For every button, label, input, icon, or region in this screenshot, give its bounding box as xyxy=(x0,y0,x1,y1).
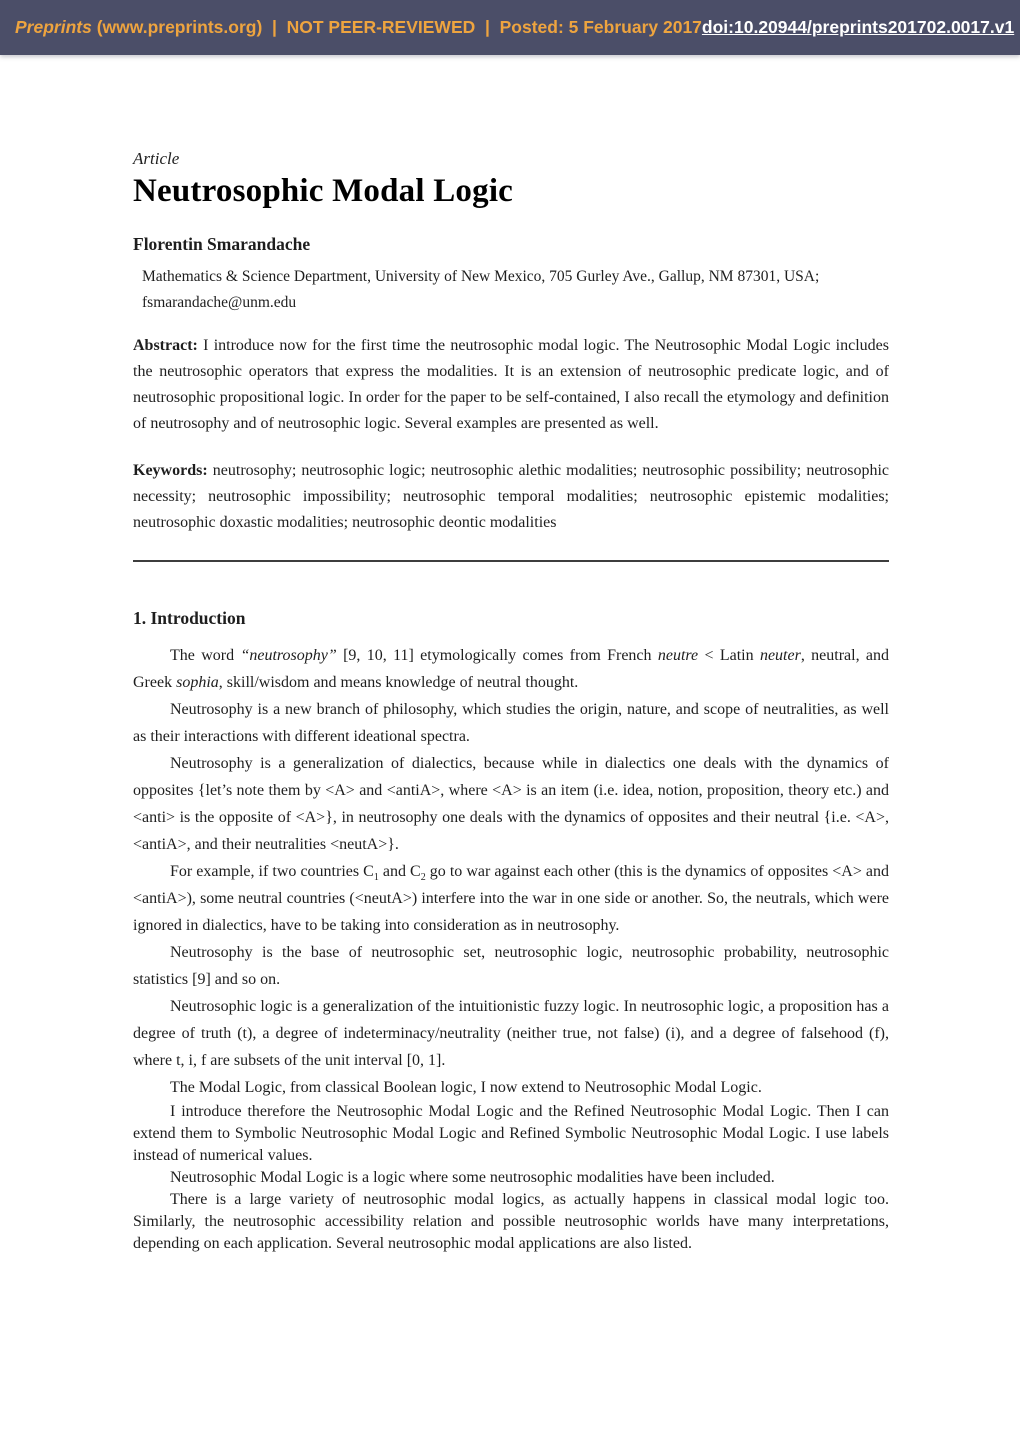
intro-paragraph: For example, if two countries $C_1$ and $C_2$ go to war against each other (this is the dynamics of opposites <A> and <antiA>), some neutral countries (<neutA>) interfere into the war in one side or another. So, the neutrals, which were ignored in dialectics, have to be taking into consideration as in neutrosophy. xyxy=(133,863,889,934)
intro-paragraph: Neutrosophy is a generalization of dialectics, because while in dialectics one deals with the dynamics of opposites {let’s note them by <A> and <antiA>, where <A> is an item (i.e. idea, notion, proposition, theory etc.) and <anti> is the opposite of <A>}, in neutrosophy one deals with the dynamics of opposites and their neutral {i.e. <A>, <antiA>, and their neutralities <neutA>}. xyxy=(133,755,889,853)
section-heading-introduction: 1. Introduction xyxy=(133,608,246,628)
intro-paragraph: The word “neutrosophy” [9, 10, 11] etymologically comes from French neutre < Latin neuter, neutral, and Greek sophia, skill/wisdom and means knowledge of neutral thought. xyxy=(133,647,890,691)
intro-paragraph: Neutrosophic Modal Logic is a logic where some neutrosophic modalities have been included. xyxy=(170,1169,775,1186)
intro-paragraph: The Modal Logic, from classical Boolean logic, I now extend to Neutrosophic Modal Logic. xyxy=(170,1079,762,1096)
intro-paragraph: I introduce therefore the Neutrosophic Modal Logic and the Refined Neutrosophic Modal Logic. Then I can extend them to Symbolic Neutrosophic Modal Logic and Refined Symbolic Neutrosophic Modal Logic. I use labels instead of numerical values. xyxy=(133,1103,889,1164)
banner-left-text: Preprints (www.preprints.org) | NOT PEER-REVIEWED | Posted: 5 February 2017 xyxy=(15,17,702,37)
paper-title: Neutrosophic Modal Logic xyxy=(133,173,514,209)
intro-paragraph: Neutrosophic logic is a generalization of the intuitionistic fuzzy logic. In neutrosophic logic, a proposition has a degree of truth (t), a degree of indeterminacy/neutrality (neither true, not false) (i), and a degree of falsehood (f), where t, i, f are subsets of the unit interval [0, 1]. xyxy=(133,998,889,1069)
abstract-label: Abstract: xyxy=(133,337,204,354)
affiliation-line: Mathematics & Science Department, University of New Mexico, 705 Gurley Ave., Gallup, NM 87301, USA; xyxy=(142,268,820,285)
page-content xyxy=(133,0,889,1255)
intro-paragraph: Neutrosophy is a new branch of philosophy, which studies the origin, nature, and scope of neutralities, as well as their interactions with different ideational spectra. xyxy=(133,701,889,745)
abstract-paragraph xyxy=(133,333,889,437)
divider-rule xyxy=(133,560,889,562)
author-name: Florentin Smarandache xyxy=(133,234,311,254)
keywords-label: Keywords: xyxy=(133,462,213,479)
article-kicker: Article xyxy=(133,149,180,168)
affiliation-block xyxy=(133,264,889,316)
affiliation-email: fsmarandache@unm.edu xyxy=(142,294,297,311)
preprints-banner xyxy=(0,0,1020,55)
doi-link[interactable]: doi:10.20944/preprints201702.0017.v1 xyxy=(701,17,1015,37)
abstract-text: I introduce now for the first time the neutrosophic modal logic. The Neutrosophic Modal Logic includes the neutrosophic operators that express the modalities. It is an extension of neutrosophic predicate logic, and of neutrosophic propositional logic. In order for the paper to be self-contained, I also recall the etymology and definition of neutrosophy and of neutrosophic logic. Several examples are presented as well. xyxy=(133,337,889,432)
keywords-paragraph xyxy=(133,458,889,536)
intro-paragraph: Neutrosophy is the base of neutrosophic set, neutrosophic logic, neutrosophic probability, neutrosophic statistics [9] and so on. xyxy=(133,944,889,988)
intro-paragraph: There is a large variety of neutrosophic modal logics, as actually happens in classical modal logic too. Similarly, the neutrosophic accessibility relation and possible neutrosophic worlds have many interpretations, depending on each application. Several neutrosophic modal applications are also listed. xyxy=(133,1191,889,1252)
keywords-text: neutrosophy; neutrosophic logic; neutrosophic alethic modalities; neutrosophic possibility; neutrosophic necessity; neutrosophic impossibility; neutrosophic temporal modalities; neutrosophic epistemic modalities; neutrosophic doxastic modalities; neutrosophic deontic modalities xyxy=(133,462,890,531)
